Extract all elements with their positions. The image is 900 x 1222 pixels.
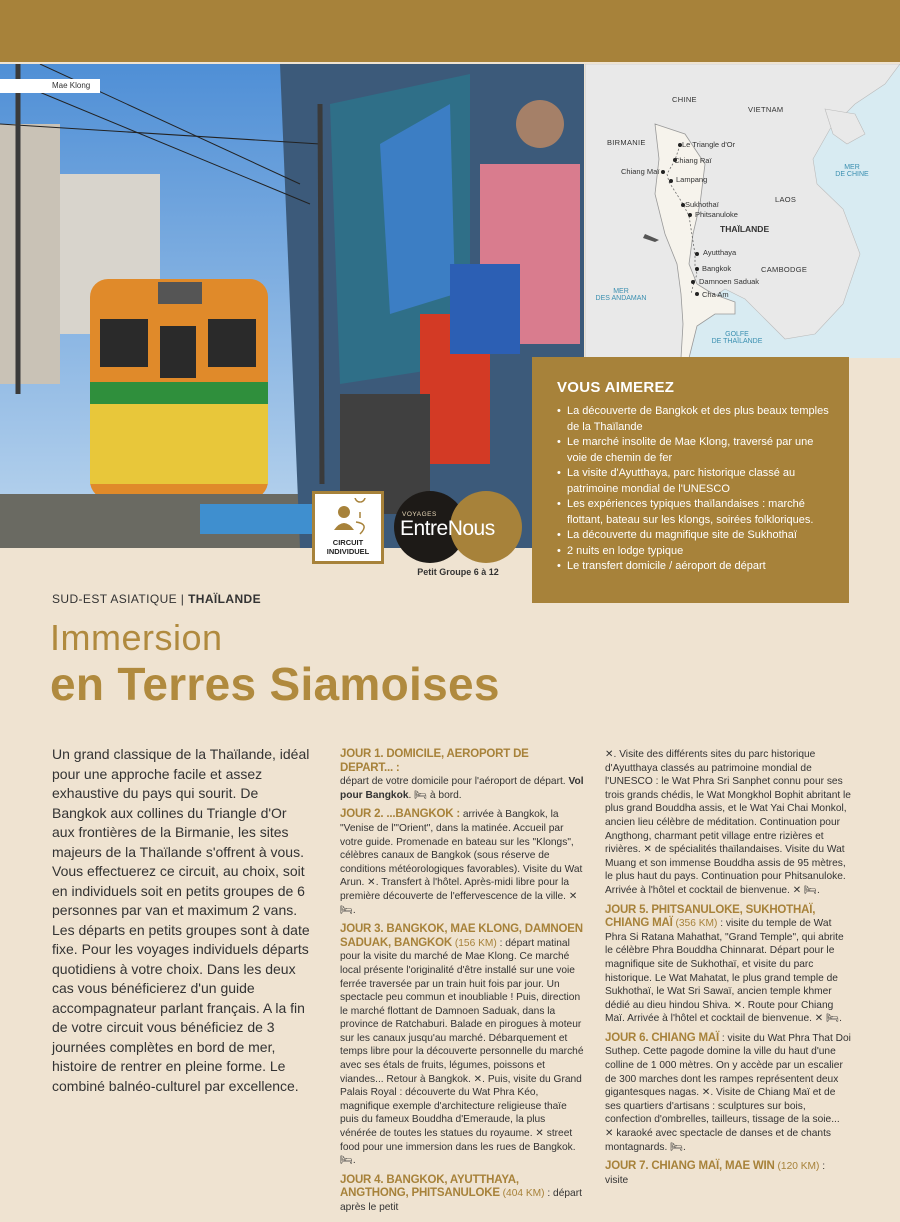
day-4-continued: ✕. Visite des différents sites du parc historique d'Ayutthaya classés au patrimoine mondial de l'UNESCO : le Wat Phra Sri Sanphet connu pour ses trois grands chédis, le Wat Mongkhol Bophit abritant le plus grand Bouddha assis, et le Wat Yai Chai Monkol, ancien lieu célèbre de méditation. Continuation pour Angthong, charmant petit village entre rizières et rivières. ✕ de spécialités thaïlandaises. Visite du Wat Muang et son immense Bouddha assis de 95 mètres, le plus haut du pays. Continuation pour Phitsanuloke. Arrivée à l'hôtel et cocktail de bienvenue. ✕ 🛏.	[605, 749, 851, 896]
itinerary-column-2	[605, 748, 851, 1193]
day-2-text: arrivée à Bangkok, la "Venise de l'"Orient", dans la matinée. Accueil par votre guide. Promenade en bateau sur les "Klongs", célèbres canaux de Bangkok (sous réserve de conditions météorologiques favorables). Visite du Wat Arun. ✕. Transfert à l'hôtel. Après-midi libre pour la première découverte de l'effervescence de la ville. ✕ 🛏.	[340, 809, 583, 916]
vous-aimerez-box	[532, 357, 849, 603]
day-2-title: JOUR 2. ...BANGKOK :	[340, 808, 460, 821]
day-3-km: (156 KM)	[454, 937, 497, 949]
logo-voyages: VOYAGES	[402, 511, 437, 518]
day-3-text: : départ matinal pour la visite du marché de Mae Klong. Ce marché local présente l'originalité d'être installé sur une voie ferrée traversée par un train huit fois par jour. Un spectacle peu commun et inoubliable ! Puis, direction le marché flottant de Damnoen Saduak, dans la province de Ratchaburi. Balade en pirogues à moteur sur les canaux jusqu'au marché. Débarquement et temps libre pour la découverte personnelle du marché avec ses étals de fruits, légumes, poissons et viandes... Retour à Bangkok. ✕. Puis, visite du Grand Palais Royal : découverte du Wat Phra Kéo, magnifique exemple d'architecture religieuse thaïe puis du fameux Bouddha d'Emeraude, la plus vénérée de toutes les statues du royaume. ✕ street food pour une immersion dans les rues de Bangkok. 🛏.	[340, 937, 584, 1167]
map-label-cambodge: CAMBODGE	[761, 265, 808, 274]
day-6	[605, 1032, 851, 1154]
day-5	[605, 904, 851, 1026]
map-label-vietnam: VIETNAM	[748, 105, 784, 114]
list-item: • Le marché insolite de Mae Klong, traversé par une voie de chemin de fer	[557, 435, 829, 466]
hero-photo	[0, 64, 584, 548]
list-item: • 2 nuits en lodge typique	[557, 544, 829, 560]
circuit-individuel-label: CIRCUIT INDIVIDUEL	[326, 538, 370, 556]
day-5-text: : visite du temple de Wat Phra Si Ratana Mahathat, "Grand Temple", qui abrite le célèbre Phra Bouddha Chinnarat. Départ pour le magnifique site de Sukhothaï, et visite du parc historique. Le Wat Mahatat, le plus grand temple de Sukhothaï, le Wat Sri Sawaï, ancien temple khmer dédié au dieu hindou Shiva. ✕. Route pour Chiang Maï. Arrivée à l'hôtel et cocktail de bienvenue. ✕ 🛏.	[605, 918, 844, 1025]
day-4	[340, 1174, 584, 1215]
day-1	[340, 748, 584, 802]
breadcrumb	[52, 592, 261, 606]
map-place-phitsanuloke: Phitsanuloke	[695, 210, 738, 219]
day-7-km: (120 KM)	[777, 1161, 820, 1173]
map-place-ayutthaya: Ayutthaya	[703, 248, 737, 257]
list-item: • La découverte du magnifique site de Sukhothaï	[557, 528, 829, 544]
list-item: • Le transfert domicile / aéroport de départ	[557, 559, 829, 575]
day-3-title: JOUR 3. BANGKOK, MAE KLONG, DAMNOEN SADUAK, BANGKOK	[340, 923, 583, 949]
route-map	[585, 64, 900, 358]
day-2	[340, 808, 584, 917]
list-item: • Les expériences typiques thaïlandaises : marché flottant, bateau sur les klongs, soirées folkloriques.	[557, 497, 829, 528]
list-item: • La visite d'Ayutthaya, parc historique classé au patrimoine mondial de l'UNESCO	[557, 466, 829, 497]
circuit-individuel-badge	[312, 491, 384, 564]
day-3	[340, 923, 584, 1168]
day-5-title: JOUR 5. PHITSANULOKE, SUKHOTHAÏ, CHIANG MAÏ	[605, 903, 816, 930]
map-place-chiang-rai: Chiang Raï	[674, 156, 712, 165]
day-1-text-b: . 🛏 à bord.	[408, 789, 462, 801]
list-item: • La découverte de Bangkok et des plus beaux temples de la Thaïlande	[557, 404, 829, 435]
map-label-thailande: THAÏLANDE	[720, 224, 770, 234]
map-place-bangkok: Bangkok	[702, 264, 732, 273]
breadcrumb-country: THAÏLANDE	[188, 592, 261, 606]
page-title-line1: Immersion	[50, 617, 223, 658]
map-place-triangle: Le Triangle d'Or	[682, 140, 736, 149]
day-7	[605, 1160, 851, 1187]
day-6-title: JOUR 6. CHIANG MAÏ	[605, 1031, 719, 1044]
map-place-sukhothai: Sukhothaï	[685, 200, 719, 209]
day-4-title: JOUR 4. BANGKOK, AYUTTHAYA, ANGTHONG, PHITSANULOKE	[340, 1173, 519, 1200]
day-4-text: : départ après le petit	[340, 1188, 582, 1213]
map-label-laos: LAOS	[775, 195, 797, 204]
vous-aimerez-title: VOUS AIMEREZ	[557, 379, 675, 396]
map-label-mer-chine: MER DE CHINE	[835, 164, 869, 178]
intro-paragraph: Un grand classique de la Thaïlande, idéal pour une approche facile et assez exhaustive du pays qui sourit. De Bangkok aux collines du Triangle d'Or aux frontières de la Birmanie, les sites majeurs de la Thaïlande s'offrent à vous. Vous effectuerez ce circuit, au choix, soit en individuels soit en petits groupes de 6 personnes par van et maximum 2 vans. Les départs en petits groupes sont à date fixe. Pour les voyages individuels départs quotidiens à votre choix. Dans les deux cas vous bénéficierez d'un guide accompagnateur parlant français. A la fin de votre circuit vous bénéficiez de 3 journées complètes en bord de mer, histoire de rentrer en pleine forme. Le combiné balnéo-culturel par excellence.	[52, 746, 310, 1094]
map-label-mer-andaman: MER DES ANDAMAN	[595, 288, 647, 302]
day-5-km: (356 KM)	[675, 918, 718, 930]
day-1-bold: Vol pour Bangkok	[340, 776, 584, 801]
map-place-lampang: Lampang	[676, 175, 708, 184]
entre-nous-logo	[394, 491, 524, 565]
itinerary-column-1	[340, 748, 584, 1221]
map-label-golfe-thailande: GOLFE DE THAÏLANDE	[711, 331, 763, 345]
day-1-title: JOUR 1. DOMICILE, AEROPORT DE DEPART... :	[340, 748, 529, 774]
breadcrumb-region: SUD-EST ASIATIQUE	[52, 592, 178, 606]
travellers-icon	[326, 498, 374, 538]
map-label-birmanie: BIRMANIE	[607, 138, 646, 147]
logo-entre: Entre	[400, 517, 448, 540]
header-bar	[0, 0, 900, 62]
petit-groupe-label: Petit Groupe 6 à 12	[417, 567, 499, 577]
day-6-text: : visite du Wat Phra That Doi Suthep. Cette pagode domine la ville du haut d'une colline de 1 000 mètres. On y accède par un escalier de 300 marches dont les rampes représentent deux gigantesques nagas. ✕. Visite de Chiang Maï et de ses quartiers d'artisans : sculptures sur bois, confection d'ombrelles, tailleurs, tissage de la soie... ✕ karaoké avec spectacle de danses et de chants montagnards. 🛏.	[605, 1032, 851, 1153]
day-7-text: : visite	[605, 1161, 826, 1186]
map-place-cha-am: Cha Am	[702, 290, 729, 299]
map-place-chiang-mai: Chiang Maï	[621, 167, 660, 176]
map-label-chine: CHINE	[672, 95, 697, 104]
photo-caption: Mae Klong	[0, 79, 100, 93]
map-place-damnoen-saduak: Damnoen Saduak	[699, 277, 760, 286]
page-title-line2: en Terres Siamoises	[50, 658, 500, 710]
day-4-km: (404 KM)	[502, 1188, 545, 1200]
logo-entrenous	[400, 517, 495, 541]
logo-nous: Nous	[447, 517, 495, 540]
day-7-title: JOUR 7. CHIANG MAÏ, MAE WIN	[605, 1160, 775, 1173]
day-1-text-a: départ de votre domicile pour l'aéroport de départ.	[340, 776, 569, 788]
breadcrumb-separator: |	[180, 592, 185, 606]
vous-aimerez-list	[557, 404, 829, 575]
